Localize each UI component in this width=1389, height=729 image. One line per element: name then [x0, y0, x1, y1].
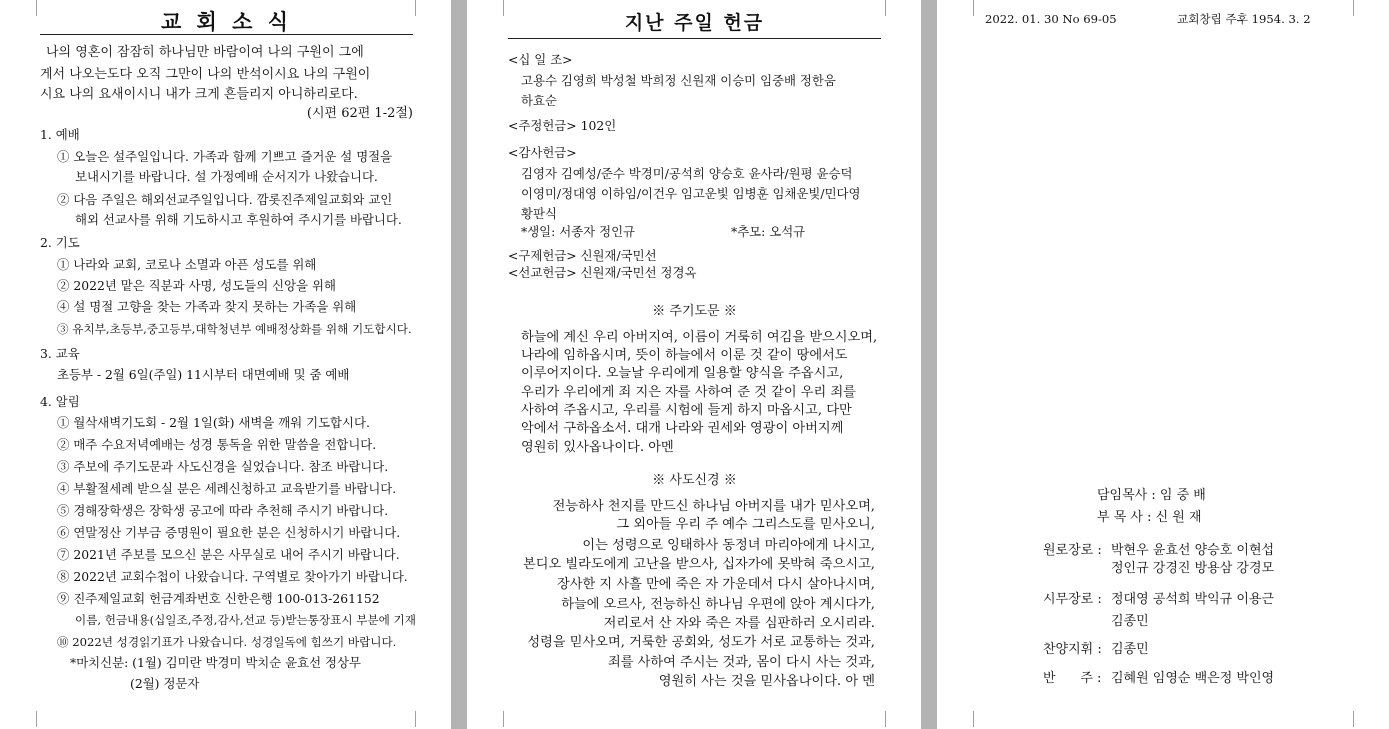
- creed-line: 이는 성령으로 잉태하사 동정녀 마리아에게 나시고,: [582, 538, 875, 553]
- offering-line: <구제헌금> 신원재/국민선: [508, 248, 657, 263]
- active-elders-names: 정대영 공석희 박익규 이용근: [1111, 592, 1275, 607]
- prayer-line: 악에서 구하옵소서. 대개 나라와 권세와 영광이 아버지께: [521, 421, 844, 436]
- news-line: ④ 설 명절 고향을 찾는 가족과 찾지 못하는 가족을 위해: [57, 299, 357, 314]
- news-line: ⑧ 2022년 교회수첩이 나왔습니다. 구역별로 찾아가기 바랍니다.: [57, 569, 408, 584]
- crop-mark: [415, 0, 432, 16]
- offering-label: <십 일 조>: [508, 52, 573, 67]
- active-elders-label: 시무장로 :: [1043, 592, 1102, 607]
- offering-line: <주정헌금> 102인: [508, 118, 617, 133]
- prayer-line: 영원히 있사옵나이다. 아멘: [521, 440, 674, 455]
- crop-mark: [487, 0, 504, 16]
- prayer-line: 하늘에 계신 우리 아버지여, 이름이 거룩히 여김을 받으시오며,: [521, 330, 878, 345]
- offering-names: 황판식: [521, 206, 557, 221]
- crop-mark: [20, 0, 37, 16]
- accompanist-names: 김혜원 임영순 백은정 박인영: [1111, 671, 1275, 686]
- news-line: 이름, 헌금내용(십일조,주정,감사,선교 등)받는통장표시 부분에 기재: [75, 613, 416, 627]
- news-line: *마치신분: (1월) 김미란 박경미 박치순 윤효선 정상무: [70, 655, 361, 670]
- offering-line: <선교헌금> 신원재/국민선 정경옥: [508, 265, 697, 280]
- creed-line: 하늘에 오르사, 전능하신 하나님 우편에 앉아 계시다가,: [561, 597, 875, 612]
- accompanist-label: 반 주 :: [1043, 671, 1102, 686]
- section-heading: 3. 교육: [40, 346, 80, 361]
- news-line: 초등부 - 2월 6일(주일) 11시부터 대면예배 및 줌 예배: [57, 367, 350, 382]
- section-heading: 4. 알림: [40, 394, 80, 409]
- creed-line: 성령을 믿사오며, 거룩한 공회와, 성도가 서로 교통하는 것과,: [527, 635, 875, 650]
- crop-mark: [20, 711, 37, 727]
- verse-line: 나의 영혼이 잠잠히 하나님만 바람이여 나의 구원이 그에: [46, 45, 364, 60]
- active-elders-names: 김종민: [1111, 614, 1149, 629]
- news-line: ⑦ 2021년 주보를 모으신 분은 사무실로 내어 주시기 바랍니다.: [57, 547, 400, 562]
- crop-mark: [957, 0, 974, 16]
- emeritus-label: 원로장로 :: [1043, 543, 1102, 558]
- page-title: 교 회 소 식: [160, 9, 293, 34]
- offering-names: 하효순: [521, 93, 557, 108]
- news-line: ② 매주 수요저녁예배는 성경 통독을 위한 말씀을 전합니다.: [57, 437, 377, 452]
- prayer-line: 나라에 임하옵시며, 뜻이 하늘에서 이룬 것 같이 땅에서도: [521, 348, 848, 363]
- crop-mark: [415, 711, 432, 727]
- creed-line: 저리로서 산 자와 죽은 자를 심판하러 오시리라.: [603, 616, 875, 631]
- offering-names: 김영자 김예성/준수 박경미/공석희 양승호 윤사라/원평 윤승덕: [521, 166, 853, 181]
- choir-name: 김종민: [1111, 642, 1149, 657]
- offering-label: <감사헌금>: [508, 145, 577, 160]
- news-line: 해외 선교사를 위해 기도하시고 후원하여 주시기를 바랍니다.: [75, 212, 402, 227]
- news-line: ⑤ 경해장학생은 장학생 공고에 따라 추천해 주시기 바랍니다.: [57, 503, 389, 518]
- crop-mark: [1353, 711, 1370, 727]
- creed-title: ※ 사도신경 ※: [652, 473, 737, 488]
- news-line: ① 나라와 교회, 코로나 소멸과 아픈 성도를 위해: [57, 257, 317, 272]
- emeritus-names: 정인규 강경진 방용삼 강경모: [1111, 561, 1275, 576]
- page-offerings: [467, 0, 921, 729]
- news-line: ③ 유치부,초등부,중고등부,대학청년부 예배정상화를 위해 기도합시다.: [57, 322, 412, 336]
- crop-mark: [957, 711, 974, 727]
- page-church-news: [0, 0, 451, 729]
- church-founded: 교회창립 주후 1954. 3. 2: [1177, 12, 1311, 26]
- news-line: ④ 부활절세례 받으실 분은 세례신청하고 교육받기를 바랍니다.: [57, 481, 397, 496]
- verse-line: 시요 나의 요새이시니 내가 크게 흔들리지 아니하리로다.: [40, 87, 358, 102]
- creed-line: 장사한 지 사흘 만에 죽은 자 가운데서 다시 살아나시며,: [557, 577, 875, 592]
- creed-line: 본디오 빌라도에게 고난을 받으사, 십자가에 못박혀 죽으시고,: [522, 557, 875, 572]
- prayer-line: 이루어지이다. 오늘날 우리에게 일용할 양식을 주옵시고,: [521, 366, 844, 381]
- section-heading: 1. 예배: [40, 127, 80, 142]
- emeritus-names: 박현우 윤효선 양승호 이현섭: [1111, 543, 1275, 558]
- offering-names: 이영미/정대영 이하임/이건우 임고운빛 임병훈 임채운빛/민다영: [521, 186, 861, 201]
- news-line: ③ 주보에 주기도문과 사도신경을 실었습니다. 참조 바랍니다.: [57, 459, 389, 474]
- section-heading: 2. 기도: [40, 235, 80, 250]
- crop-mark: [885, 711, 902, 727]
- creed-line: 그 외아들 우리 주 예수 그리스도를 믿사오니,: [616, 517, 875, 532]
- news-line: 보내시기를 바랍니다. 설 가정예배 순서지가 나왔습니다.: [75, 169, 378, 184]
- creed-line: 영원히 사는 것을 믿사옵나이다. 아 멘: [658, 674, 875, 689]
- news-line: (2월) 정문자: [130, 676, 200, 691]
- issue-date-number: 2022. 01. 30 No 69-05: [985, 12, 1117, 26]
- news-line: ① 오늘은 설주일입니다. 가족과 함께 기쁘고 즐거운 설 명절을: [57, 149, 393, 164]
- verse-reference: (시편 62편 1-2절): [306, 106, 413, 121]
- lords-prayer-title: ※ 주기도문 ※: [652, 304, 737, 319]
- creed-line: 죄를 사하여 주시는 것과, 몸이 다시 사는 것과,: [607, 655, 875, 670]
- choir-label: 찬양지휘 :: [1043, 642, 1102, 657]
- news-line: ① 월삭새벽기도회 - 2월 1일(화) 새벽을 깨워 기도합시다.: [57, 415, 370, 430]
- page-title: 지난 주일 헌금: [624, 12, 765, 34]
- title-rule: [508, 38, 881, 39]
- news-line: ② 2022년 맡은 직분과 사명, 성도들의 신앙을 위해: [57, 278, 336, 293]
- news-line: ⑨ 진주제일교회 헌금계좌번호 신한은행 100-013-261152: [57, 591, 380, 606]
- creed-line: 전능하사 천지를 만드신 하나님 아버지를 내가 믿사오며,: [552, 499, 875, 514]
- offering-names: 고용수 김영희 박성철 박희정 신원재 이승미 임중배 정한움: [521, 73, 836, 88]
- birthday-line: *생일: 서종자 정인규: [521, 224, 636, 239]
- page-cover: [937, 0, 1389, 729]
- memorial-line: *추모: 오석규: [731, 224, 806, 239]
- prayer-line: 우리가 우리에게 죄 지은 자를 사하여 준 것 같이 우리 죄를: [521, 385, 856, 400]
- associate-pastor: 부 목 사 : 신 원 재: [1097, 510, 1202, 525]
- news-line: ⑩ 2022년 성경읽기표가 나왔습니다. 성경일독에 힘쓰기 바랍니다.: [57, 635, 397, 649]
- crop-mark: [487, 711, 504, 727]
- senior-pastor: 담임목사 : 임 중 배: [1097, 488, 1206, 503]
- title-rule: [40, 34, 413, 35]
- news-line: ⑥ 연말정산 기부금 증명원이 필요한 분은 신청하시기 바랍니다.: [57, 525, 401, 540]
- crop-mark: [1353, 0, 1370, 16]
- verse-line: 게서 나오는도다 오직 그만이 나의 반석이시요 나의 구원이: [40, 67, 371, 82]
- crop-mark: [885, 0, 902, 16]
- prayer-line: 사하여 주옵시고, 우리를 시험에 들게 하지 마옵시고, 다만: [521, 403, 852, 418]
- news-line: ② 다음 주일은 해외선교주일입니다. 깜롯진주제일교회와 교인: [57, 192, 393, 207]
